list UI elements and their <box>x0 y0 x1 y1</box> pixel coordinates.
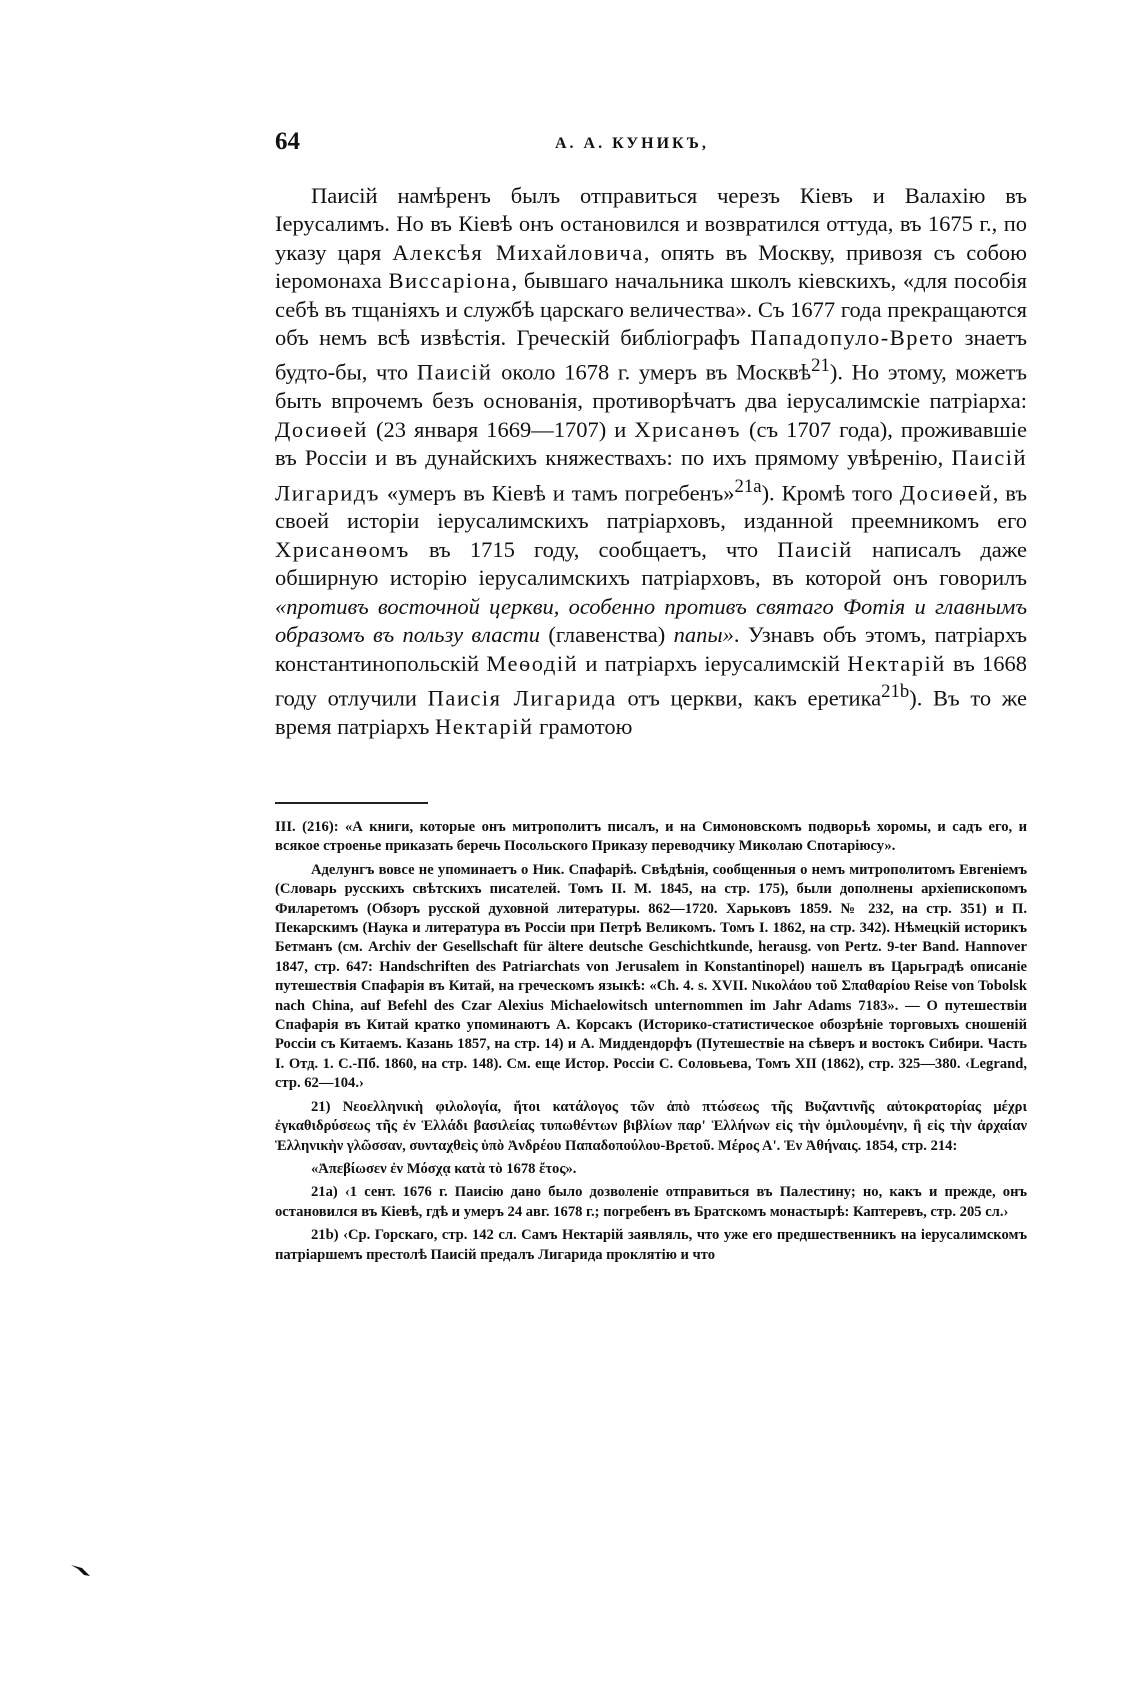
footnote-continuation: III. (216): «А книги, которые онъ митрополитъ писалъ, и на Симоновскомъ подворьѣ хоромы, и садъ его, и всякое строенье приказать беречь Посольского Приказу переводчику Миколаю Спотарiюсу». <box>275 819 1027 855</box>
text-run: ). Въ то же время патріархъ <box>275 685 1027 739</box>
text-run: около 1678 г. умеръ въ Москвѣ <box>492 359 812 385</box>
text-run: ). Но этому, можетъ быть впрочемъ безъ основанія, противорѣчатъ два іерусалимскіе патріарха: <box>275 359 1028 414</box>
scan-mark-icon <box>70 1563 92 1577</box>
text-run: отъ церкви, какъ еретика <box>616 685 882 711</box>
person-name: Меѳодій <box>486 650 579 676</box>
text-run: въ 1715 году, сообщаетъ, что <box>409 536 778 562</box>
person-name: Нектарій <box>847 650 946 676</box>
text-run: и патріархъ іерусалимскій <box>578 650 848 676</box>
footnote-marker: 21a <box>734 475 762 497</box>
text-run: (съ 1707 года), проживавшіе въ Россіи и въ дунайскихъ княжествахъ: по ихъ прямому увѣренію, <box>275 416 1027 471</box>
text-run: (23 января 1669—1707) и <box>367 416 635 442</box>
footnote-adelung: Аделунгъ вовсе не упоминаетъ о Ник. Спафаріѣ. Свѣдѣнія, сообщенныя о немъ митрополитомъ Евгеніемъ (Словарь русскихъ свѣтскихъ писателей. Томъ II. М. 1845, на стр. 175), были дополнены архіепископомъ Филаретомъ (Обзоръ русской духовной литературы. 862—1720. Харьковъ 1859. № 232, на стр. 351) и П. Пекарскимъ (Наука и литература въ Россіи при Петрѣ Великомъ. Томъ I. 1862, на стр. 342). Нѣмецкій историкъ Бетманъ (см. Archiv der Gesellschaft für ältere deutsche Geschichtkunde, herausg. von Pertz. 9-ter Band. Hannover 1847, стр. 647: Handschriften des Patriarchats von Jerusalem in Konstantinopel) нашелъ въ Царьградѣ описаніе путешествія Спафарія въ Китай, на греческомъ языкѣ: «Ch. 4. s. XVII. Νικολάου τοῦ Σπαθαρίου Reise von Tobolsk nach China, auf Befehl des Czar Alexius Michaelowitsch unternommen im Jahr Adams 7183». — О путешествіи Спафарія въ Китай кратко упоминаютъ А. Корсакъ (Историко-статистическое обозрѣніе торговыхъ сношеній Россіи съ Китаемъ. Казань 1857, на стр. 14) и А. Миддендорфъ (Путешествіе на сѣверъ и востокъ Сибири. Часть I. Отд. 1. С.-Пб. 1860, на стр. 148). См. еще Истор. Россіи С. Соловьева, Томъ XII (1862), стр. 325—380. ‹Legrand, стр. 62—104.› <box>275 861 1027 1092</box>
text-run: , бывшаго начальника школъ кіевскихъ, «для пособія себѣ въ тщаніяхъ и службѣ царскаго величества». Съ 1677 года прекращаются объ немъ всѣ извѣстія. Греческій библіографъ <box>275 268 1028 351</box>
footnote-marker: 21 <box>811 355 830 377</box>
page-header <box>0 128 1140 168</box>
main-text <box>275 182 1027 741</box>
text-run: (главенства) <box>540 622 674 648</box>
italic-quote: «противъ восточной церкви, особенно противъ святаго Фотія и главнымъ образомъ въ пользу власти <box>275 593 1027 648</box>
text-run: написалъ даже обширную исторію іерусалимскихъ патріарховъ, въ которой онъ говорилъ <box>275 536 1027 591</box>
text-run: . Узнавъ объ этомъ, патріархъ константинопольскій <box>275 622 1027 676</box>
person-name: Алексѣя Михайловича <box>392 239 644 265</box>
text-run: ). Кромѣ того <box>761 480 900 506</box>
footnotes <box>275 818 1027 1269</box>
person-name: Паисій <box>416 359 493 385</box>
footnote-separator <box>275 802 428 804</box>
person-name: Досиѳей <box>275 416 368 442</box>
person-name: Паисій <box>777 536 853 562</box>
text-run: «умеръ въ Кіевѣ и тамъ погребенъ» <box>379 480 735 506</box>
main-paragraph <box>275 182 1027 741</box>
footnote-21a: 21a) ‹1 сент. 1676 г. Паисію дано было дозволеніе отправиться въ Палестину; но, какъ и прежде, онъ остановился въ Кіевѣ, гдѣ и умеръ 24 авг. 1678 г.; погребенъ въ Братскомъ монастырѣ: Каптеревъ, стр. 205 сл.› <box>275 1184 1027 1220</box>
person-name: Досиѳей <box>899 480 993 506</box>
text-run: знаетъ будто-бы, что <box>275 325 1028 385</box>
footnote-21-quote: «Ἀπεβίωσεν ἐν Μόσχᾳ κατὰ τὸ 1678 ἔτος». <box>311 1160 577 1177</box>
person-name: Паисія Лигарида <box>427 685 617 711</box>
person-name: Хрисанѳъ <box>634 416 741 442</box>
running-head: А. А. КУНИКЪ, <box>555 135 709 152</box>
footnote-marker: 21b <box>881 680 910 702</box>
text-run: Паисій намѣренъ былъ отправиться черезъ Кіевъ и Валахію въ Іерусалимъ. Но въ Кіевѣ онъ остановился и возвратился оттуда, въ 1675 г., по указу царя <box>275 183 1027 265</box>
text-run: въ 1668 году отлучили <box>275 650 1028 711</box>
person-name: Виссаріона <box>388 268 512 294</box>
text-run: , опять въ Москву, привозя съ собою іеромонаха <box>275 239 1027 294</box>
person-name: Хрисанѳомъ <box>275 536 410 562</box>
footnote-21b: 21b) ‹Ср. Горскаго, стр. 142 сл. Самъ Нектарій заявляль, что уже его предшественникъ на іерусалимскомъ патріаршемъ престолѣ Паисій предалъ Лигарида проклятію и что <box>275 1227 1027 1263</box>
italic-quote: папы» <box>673 622 734 648</box>
footnote-21: 21) Νεοελληνικὴ φιλολογία, ἤτοι κατάλογος τῶν ἀπὸ πτώσεως τῆς Βυζαντινῆς αὐτοκρατορίας μέχρι ἐγκαθιδρύσεως τῆς ἐν Ἑλλάδι βασιλείας τυπωθέντων βιβλίων παρ' Ἑλλήνων εἰς τὴν ὁμιλουμένην, ἢ εἰς τὴν ἀρχαίαν Ἑλληνικὴν γλῶσσαν, συνταχθεὶς ὑπὸ Ἀνδρέου Παπαδοπούλου-Βρετοῦ. Μέρος Α'. Ἐν Ἀθήναις. 1854, стр. 214: <box>275 1098 1027 1154</box>
page-number: 64 <box>275 128 300 155</box>
text-run: грамотою <box>533 713 633 739</box>
person-name: Пападопуло-Врето <box>750 325 955 351</box>
text-run: , въ своей исторіи іерусалимскихъ патріарховъ, изданной преемникомъ его <box>275 480 1027 534</box>
person-name: Паисій Лигаридъ <box>275 445 1027 506</box>
person-name: Нектарій <box>435 713 534 739</box>
